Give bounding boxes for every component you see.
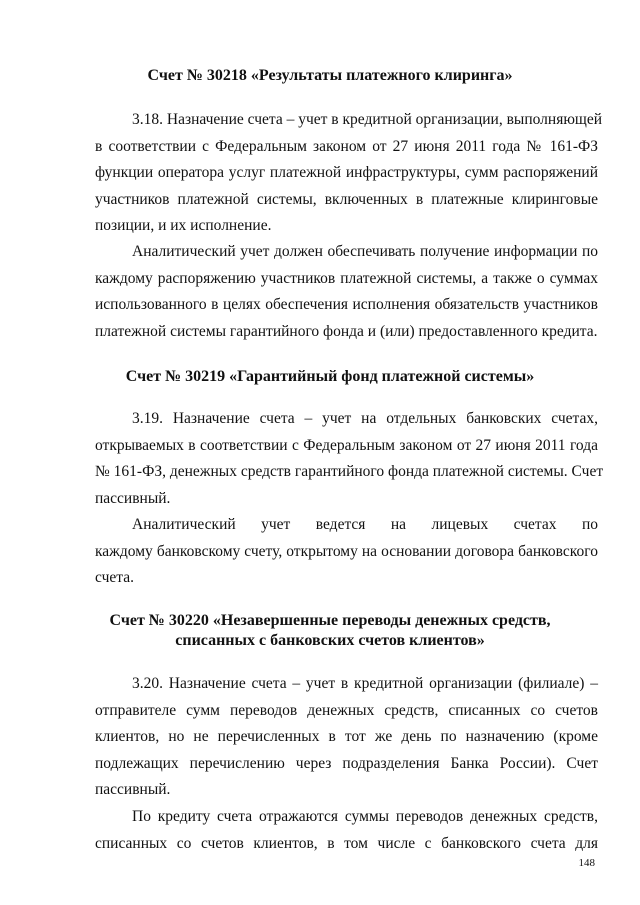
text-line: открываемых в соответствии с Федеральным законом от 27 июня 2011 года xyxy=(95,436,598,454)
text-line: в соответствии с Федеральным законом от 27 июня 2011 года № 161-ФЗ xyxy=(95,137,598,155)
paragraph-3-20 xyxy=(95,671,598,804)
text-line: клиентов, но не перечисленных в тот же день по назначению (кроме xyxy=(95,728,598,745)
text-line: 3.19. Назначение счета – учет на отдельных банковских счетах, xyxy=(132,410,598,427)
text-line: функции оператора услуг платежной инфраструктуры, сумм распоряжений xyxy=(95,164,598,181)
heading-line: Счет № 30218 «Результаты платежного клиринга» xyxy=(147,67,513,84)
text-line: платежной системы гарантийного фонда и (или) предоставленного кредита. xyxy=(95,322,598,340)
text-line: подлежащих перечислению через подразделения Банка России). Счет xyxy=(95,754,598,772)
heading-line: Счет № 30219 «Гарантийный фонд платежной системы» xyxy=(125,368,535,385)
text-line: пассивный. xyxy=(95,489,171,507)
page-number: 148 xyxy=(578,857,595,869)
text-line: пассивный. xyxy=(95,781,171,798)
text-line: счета. xyxy=(95,569,134,586)
paragraph-analytic-30218 xyxy=(95,239,598,345)
section-heading-30219 xyxy=(100,367,560,387)
text-line: Аналитический учет ведется на лицевых счетах по xyxy=(132,516,598,533)
text-line: позиции, и их исполнение. xyxy=(95,217,272,234)
text-line: По кредиту счета отражаются суммы переводов денежных средств, xyxy=(132,808,598,825)
text-line: использованного в целях обеспечения исполнения обязательств участников xyxy=(95,296,598,313)
paragraph-credit-30220 xyxy=(95,804,598,857)
text-line: отправителе сумм переводов денежных средств, списанных со счетов xyxy=(95,701,598,719)
heading-line: Счет № 30220 «Незавершенные переводы денежных средств, xyxy=(109,612,551,629)
paragraph-3-19 xyxy=(95,406,604,512)
text-line: 3.20. Назначение счета – учет в кредитной организации (филиале) – xyxy=(132,675,598,692)
section-heading-30220 xyxy=(100,611,560,651)
text-line: каждому банковскому счету, открытому на основании договора банковского xyxy=(95,542,598,560)
text-line: каждому распоряжению участников платежной системы, а также о суммах xyxy=(95,269,598,287)
heading-line: списанных с банковских счетов клиентов» xyxy=(175,632,485,649)
text-line: участников платежной системы, включенных в платежные клиринговые xyxy=(95,190,598,208)
paragraph-3-18 xyxy=(95,107,603,240)
text-line: списанных со счетов клиентов, в том числе с банковского счета для xyxy=(95,834,598,852)
section-heading-30218 xyxy=(100,66,560,86)
text-line: 3.18. Назначение счета – учет в кредитной организации, выполняющей xyxy=(132,111,603,128)
text-line: № 161-ФЗ, денежных средств гарантийного фонда платежной системы. Счет xyxy=(95,463,604,480)
text-line: Аналитический учет должен обеспечивать получение информации по xyxy=(132,243,598,260)
paragraph-analytic-30219 xyxy=(95,512,598,592)
